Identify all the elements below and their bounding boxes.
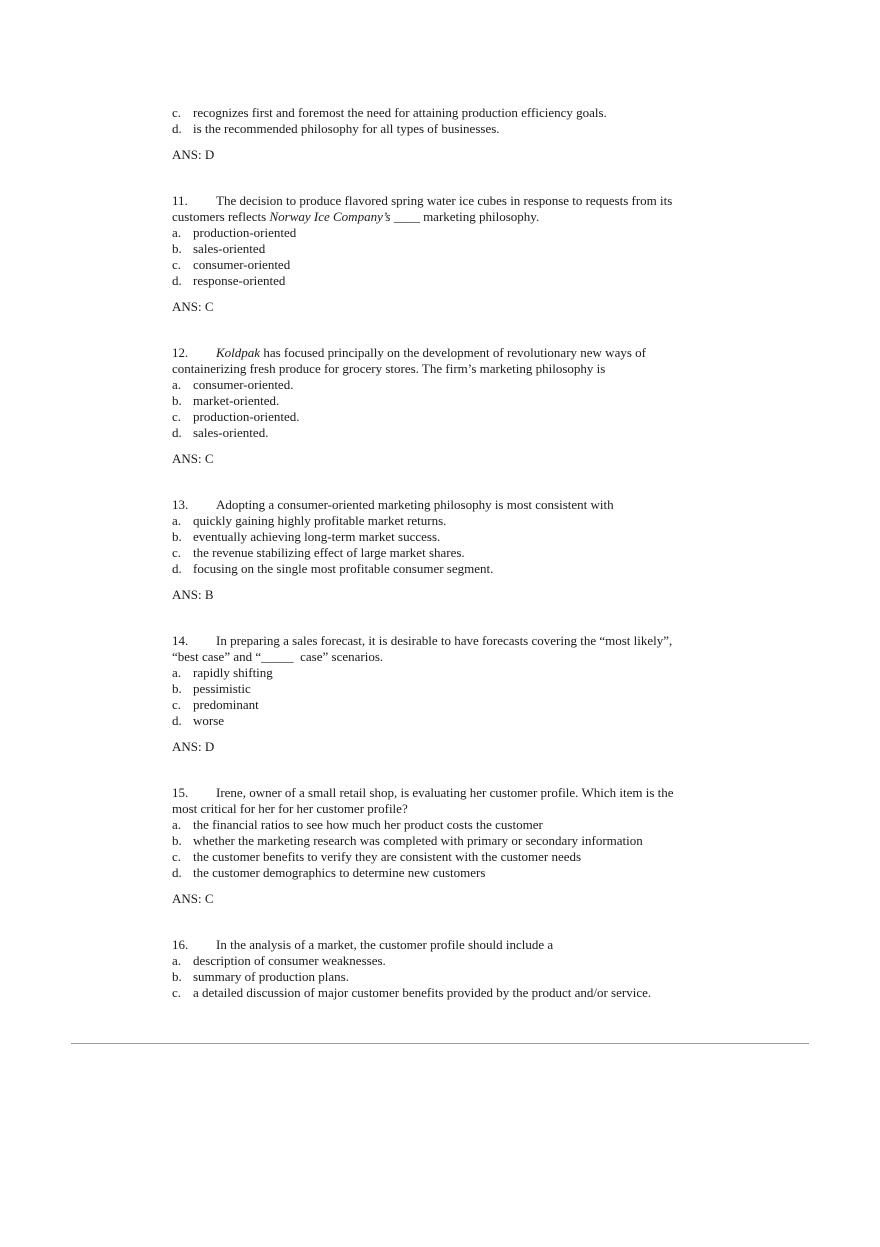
- option-c: [172, 697, 712, 713]
- question-stem: [172, 497, 712, 513]
- option-text: eventually achieving long-term market success.: [193, 529, 441, 544]
- option-letter: b.: [172, 393, 182, 408]
- option-c: [172, 257, 712, 273]
- option-d: [172, 425, 712, 441]
- option-letter: b.: [172, 241, 182, 256]
- option-a: [172, 377, 712, 393]
- question-number: 13.: [172, 497, 189, 512]
- question-stem-continued: containerizing fresh produce for grocery stores. The firm’s marketing philosophy is: [172, 361, 606, 376]
- option-letter: c.: [172, 697, 182, 712]
- question-13: [172, 497, 712, 603]
- option-text: the revenue stabilizing effect of large market shares.: [193, 545, 465, 560]
- option-c: [172, 545, 712, 561]
- option-a: [172, 665, 712, 681]
- question-number: 11.: [172, 193, 188, 208]
- option-b: [172, 969, 712, 985]
- option-text: the customer demographics to determine new customers: [193, 865, 486, 880]
- option-letter: a.: [172, 225, 182, 240]
- option-text: description of consumer weaknesses.: [193, 953, 386, 968]
- option-c: [172, 409, 712, 425]
- option-letter: c.: [172, 545, 182, 560]
- question-stem: [172, 937, 712, 953]
- option-b: [172, 529, 712, 545]
- question-stem-continued: “best case” and “_____ case” scenarios.: [172, 649, 384, 664]
- option-c: [172, 849, 712, 865]
- stem-line: In preparing a sales forecast, it is desirable to have forecasts covering the “most likely”,: [216, 633, 673, 648]
- option-a: [172, 513, 712, 529]
- option-text: consumer-oriented: [193, 257, 291, 272]
- option-text: market-oriented.: [193, 393, 280, 408]
- option-text: quickly gaining highly profitable market returns.: [193, 513, 447, 528]
- option-letter: d.: [172, 713, 182, 728]
- option-text: focusing on the single most profitable consumer segment.: [193, 561, 494, 576]
- option-text: summary of production plans.: [193, 969, 349, 984]
- option-text: production-oriented.: [193, 409, 300, 424]
- stem-line: Adopting a consumer-oriented marketing philosophy is most consistent with: [216, 497, 614, 512]
- option-a: [172, 817, 712, 833]
- option-letter: a.: [172, 953, 182, 968]
- question-stem: [172, 345, 712, 361]
- option-letter: a.: [172, 665, 182, 680]
- stem-line: The decision to produce flavored spring water ice cubes in response to requests from its: [216, 193, 673, 208]
- option-d: [172, 121, 712, 137]
- option-letter: d.: [172, 561, 182, 576]
- question-stem: [172, 633, 712, 649]
- question-11: [172, 193, 712, 315]
- stem-text: has focused principally on the development of revolutionary new ways of: [260, 345, 646, 360]
- company-name: Koldpak: [216, 345, 261, 360]
- option-a: [172, 953, 712, 969]
- document-body: [172, 105, 712, 1001]
- question-16: [172, 937, 712, 1001]
- option-a: [172, 225, 712, 241]
- question-12: [172, 345, 712, 467]
- option-text: rapidly shifting: [193, 665, 273, 680]
- stem-line: In the analysis of a market, the customer profile should include a: [216, 937, 554, 952]
- question-stem-continued: most critical for her for her customer profile?: [172, 801, 408, 816]
- option-b: [172, 393, 712, 409]
- question-number: 16.: [172, 937, 189, 952]
- option-c: [172, 105, 712, 121]
- option-c: [172, 985, 712, 1001]
- option-text: the customer benefits to verify they are consistent with the customer needs: [193, 849, 582, 864]
- option-letter: c.: [172, 409, 182, 424]
- page-divider: [71, 1043, 809, 1044]
- option-letter: c.: [172, 105, 182, 120]
- option-text: is the recommended philosophy for all types of businesses.: [193, 121, 500, 136]
- option-text: sales-oriented.: [193, 425, 269, 440]
- question-number: 15.: [172, 785, 189, 800]
- answer-key: ANS: B: [172, 587, 214, 602]
- option-letter: d.: [172, 121, 182, 136]
- option-letter: d.: [172, 425, 182, 440]
- option-letter: a.: [172, 377, 182, 392]
- option-letter: b.: [172, 529, 182, 544]
- stem-line: Irene, owner of a small retail shop, is evaluating her customer profile. Which item is the: [216, 785, 674, 800]
- option-letter: a.: [172, 513, 182, 528]
- option-d: [172, 561, 712, 577]
- option-text: production-oriented: [193, 225, 297, 240]
- question-14: [172, 633, 712, 755]
- option-text: a detailed discussion of major customer benefits provided by the product and/or service.: [193, 985, 652, 1000]
- option-letter: c.: [172, 985, 182, 1000]
- stem-text: customers reflects: [172, 209, 270, 224]
- option-text: pessimistic: [193, 681, 251, 696]
- option-letter: d.: [172, 273, 182, 288]
- option-d: [172, 273, 712, 289]
- option-text: worse: [193, 713, 225, 728]
- option-d: [172, 865, 712, 881]
- option-b: [172, 241, 712, 257]
- option-text: consumer-oriented.: [193, 377, 294, 392]
- option-letter: a.: [172, 817, 182, 832]
- option-text: response-oriented: [193, 273, 286, 288]
- question-10-continued: [172, 105, 712, 163]
- answer-key: ANS: D: [172, 739, 215, 754]
- option-text: whether the marketing research was completed with primary or secondary information: [193, 833, 643, 848]
- question-number: 14.: [172, 633, 189, 648]
- question-stem-continued: [172, 209, 712, 225]
- answer-key: ANS: D: [172, 147, 215, 162]
- answer-key: ANS: C: [172, 451, 214, 466]
- option-letter: b.: [172, 833, 182, 848]
- question-stem: [172, 193, 712, 209]
- question-stem: [172, 785, 712, 801]
- option-text: the financial ratios to see how much her product costs the customer: [193, 817, 543, 832]
- question-number: 12.: [172, 345, 189, 360]
- option-text: sales-oriented: [193, 241, 266, 256]
- option-letter: b.: [172, 969, 182, 984]
- option-letter: c.: [172, 257, 182, 272]
- option-text: recognizes first and foremost the need for attaining production efficiency goals.: [193, 105, 607, 120]
- option-text: predominant: [193, 697, 259, 712]
- stem-text: ____ marketing philosophy.: [390, 209, 540, 224]
- option-b: [172, 833, 712, 849]
- option-b: [172, 681, 712, 697]
- company-name: Norway Ice Company’s: [269, 209, 391, 224]
- answer-key: ANS: C: [172, 299, 214, 314]
- question-15: [172, 785, 712, 907]
- option-d: [172, 713, 712, 729]
- option-letter: b.: [172, 681, 182, 696]
- option-letter: d.: [172, 865, 182, 880]
- option-letter: c.: [172, 849, 182, 864]
- answer-key: ANS: C: [172, 891, 214, 906]
